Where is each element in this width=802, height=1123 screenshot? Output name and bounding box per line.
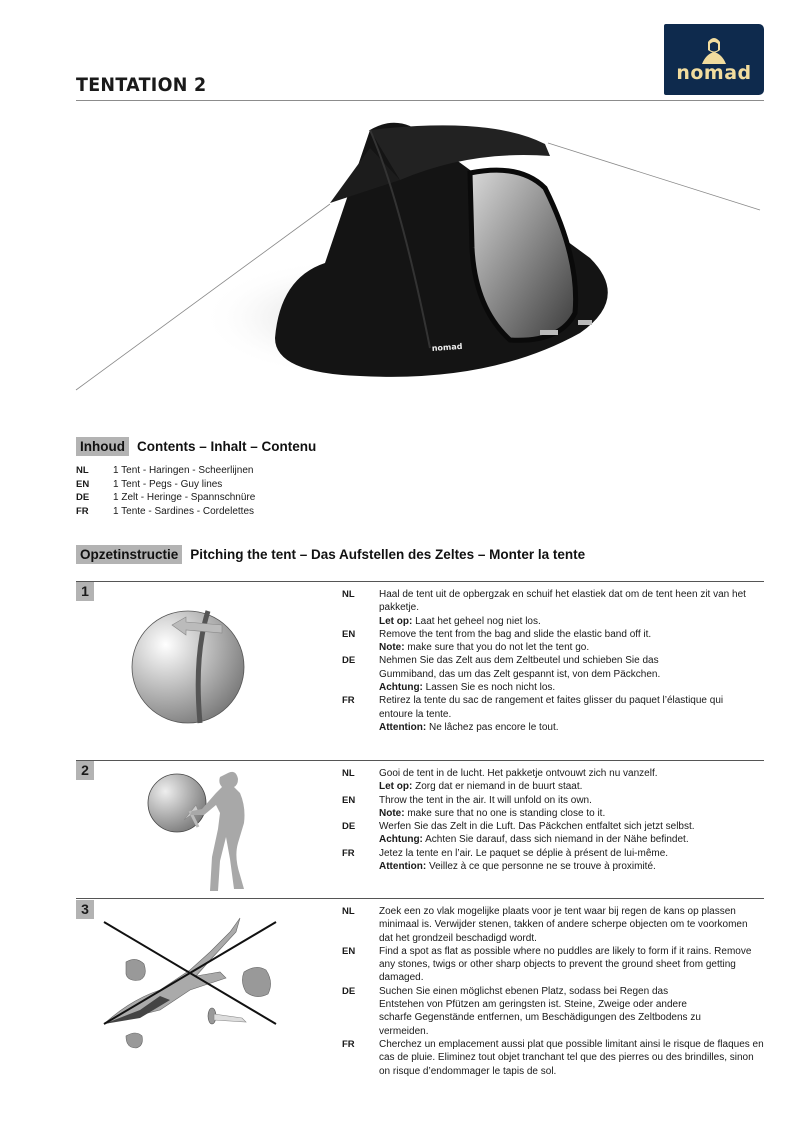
nomad-logo [664, 24, 764, 95]
instruction-text: Suchen Sie einen möglichst ebenen Platz, sodass bei Regen das Entstehen von Pfützen am geringsten ist. Steine, Zweige oder andere scharfe Gegenstände entfernen, um Beschädigungen des Zeltbodens zu vermeiden. [379, 985, 701, 1037]
lang-label: NL [76, 465, 89, 476]
lang-label: NL [342, 906, 355, 917]
contents-list [76, 464, 255, 518]
step-number: 3 [76, 900, 94, 919]
lang-label: DE [342, 655, 356, 667]
contents-header [76, 437, 316, 456]
instruction-text: Jetez la tente en l’air. Le paquet se déplie à présent de lui-même. [379, 847, 669, 859]
note-label: Achtung: [379, 682, 423, 694]
lang-label: FR [342, 847, 355, 859]
instruction-text: Nehmen Sie das Zelt aus dem Zeltbeutel und schieben Sie das Gummiband, das um das Zelt gespannt ist, von dem Päckchen. [379, 655, 661, 680]
contents-text: 1 Tente - Sardines - Cordelettes [113, 505, 255, 517]
contents-text: 1 Tent - Pegs - Guy lines [113, 478, 223, 490]
instruction-text: Throw the tent in the air. It will unfold on its own. [379, 794, 592, 806]
note-label: Let op: [379, 615, 413, 627]
note-label: Attention: [379, 861, 427, 873]
note-text: Ne lâchez pas encore le tout. [426, 721, 559, 733]
pitching-title: Pitching the tent – Das Aufstellen des Zeltes – Monter la tente [190, 547, 586, 562]
note-label: Attention: [379, 721, 427, 733]
person-throwing-ball-illustration [140, 765, 270, 900]
note-text: make sure that no one is standing close to it. [404, 807, 606, 819]
lang-label: DE [76, 492, 90, 503]
instruction-text: Zoek een zo vlak mogelijke plaats voor je tent waar bij regen de kans op plassen minimaal is. Verwijder stenen, takken of andere scherpe objecten om te voorkomen dat het grondzeil beschadigd wordt. [379, 906, 748, 944]
step-2-instructions [342, 767, 764, 873]
instruction-text: Find a spot as flat as possible where no puddles are likely to form if it rains. Remove any stones, twigs or other sharp objects to prevent the ground sheet from getting damaged. [379, 945, 752, 984]
note-label: Achtung: [379, 834, 423, 846]
page-title: TENTATION 2 [76, 74, 207, 96]
note-label: Let op: [379, 781, 413, 793]
note-label: Note: [379, 642, 405, 654]
instruction-text: Haal de tent uit de opbergzak en schuif het elastiek dat om de tent heen zit van het pakketje. [379, 589, 746, 614]
elastic-band-ball-illustration [130, 595, 246, 741]
lang-label: EN [342, 945, 356, 957]
instruction-text: Gooi de tent in de lucht. Het pakketje ontvouwt zich nu vanzelf. [379, 768, 658, 779]
lang-label: EN [342, 628, 356, 640]
lang-label: DE [342, 985, 356, 997]
lang-label: EN [76, 478, 90, 490]
lang-label: EN [342, 794, 356, 806]
note-text: Veillez à ce que personne ne se trouve à proximité. [426, 861, 656, 873]
lang-label: FR [342, 695, 355, 707]
instruction-text: Cherchez un emplacement aussi plat que possible limitant ainsi le risque de flaques en cas de pluie. Eliminez tout objet tranchant tel que des pierres ou des brindilles, sinon on risque d’endommager le tapis de sol. [379, 1038, 764, 1077]
svg-text:nomad: nomad [431, 341, 463, 353]
contents-row-de [76, 491, 255, 505]
lang-label: FR [76, 505, 89, 517]
contents-row-fr [76, 505, 255, 519]
step-number: 1 [76, 582, 94, 601]
contents-row-en [76, 478, 255, 492]
logo-text: nomad [676, 62, 752, 84]
step-divider [76, 581, 764, 582]
pitching-header [76, 545, 585, 564]
contents-title: Contents – Inhalt – Contenu [136, 439, 317, 454]
lang-label: FR [342, 1038, 355, 1050]
step-3-instructions [342, 905, 764, 1078]
lang-label: NL [342, 768, 355, 779]
contents-text: 1 Zelt - Heringe - Spannschnüre [113, 492, 256, 503]
step-divider [76, 898, 764, 899]
step-1-instructions [342, 588, 764, 734]
tent-illustration [70, 108, 770, 408]
instruction-text: Remove the tent from the bag and slide the elastic band off it. [379, 628, 652, 640]
crossed-out-stones-twigs-illustration [100, 910, 290, 1050]
instruction-text: Werfen Sie das Zelt in die Luft. Das Päckchen entfaltet sich jetzt selbst. [379, 821, 695, 833]
step-number: 2 [76, 761, 94, 780]
title-divider [76, 100, 764, 101]
contents-row-nl [76, 464, 255, 478]
contents-text: 1 Tent - Haringen - Scheerlijnen [113, 465, 254, 476]
note-text: make sure that you do not let the tent go. [404, 642, 590, 654]
note-label: Note: [379, 807, 405, 819]
note-text: Lassen Sie es noch nicht los. [422, 682, 556, 694]
pitching-tag: Opzetinstructie [76, 545, 182, 564]
instruction-text: Retirez la tente du sac de rangement et faites glisser du paquet l’élastique qui entoure la tente. [379, 695, 724, 720]
lang-label: DE [342, 821, 356, 833]
note-text: Laat het geheel nog niet los. [412, 615, 541, 627]
contents-tag: Inhoud [76, 437, 129, 456]
lang-label: NL [342, 589, 355, 600]
step-divider [76, 760, 764, 761]
note-text: Achten Sie darauf, dass sich niemand in der Nähe befindet. [422, 834, 689, 846]
note-text: Zorg dat er niemand in de buurt staat. [412, 781, 583, 793]
